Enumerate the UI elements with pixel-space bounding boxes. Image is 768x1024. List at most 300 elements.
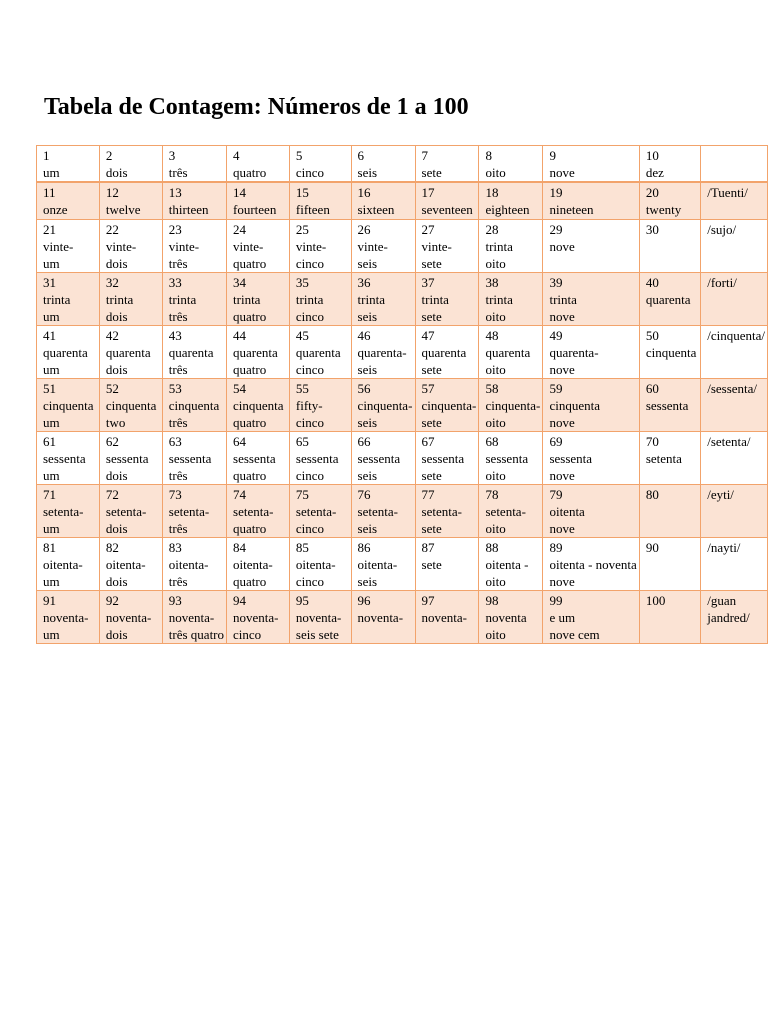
cell-number: 70 <box>645 434 659 449</box>
cell-number: 60 <box>645 381 659 396</box>
cell-word: três <box>168 256 188 271</box>
cell-word: cinquenta- <box>357 398 413 413</box>
cell-word: seventeen <box>421 202 473 217</box>
table-cell <box>162 220 226 273</box>
cell-number: 40 <box>645 275 659 290</box>
cell-word: quatro <box>233 256 267 271</box>
cell-word: noventa- <box>168 610 215 625</box>
cell-number: 96 <box>357 593 371 608</box>
cell-number: 73 <box>168 487 182 502</box>
table-cell <box>162 146 226 183</box>
cell-word: setenta- <box>233 504 274 519</box>
table-cell <box>543 591 639 644</box>
cell-number: 12 <box>105 185 119 200</box>
cell-word: setenta- <box>105 504 147 519</box>
cell-word: dois <box>105 468 128 483</box>
table-cell <box>415 326 479 379</box>
cell-number: 83 <box>168 540 182 555</box>
table-cell <box>162 432 226 485</box>
table-cell <box>351 182 415 220</box>
cell-number: 79 <box>549 487 563 502</box>
cell-word: twelve <box>105 202 141 217</box>
cell-word: noventa- <box>43 610 89 625</box>
table-cell <box>701 591 768 644</box>
table-cell <box>701 485 768 538</box>
cell-number: 69 <box>549 434 563 449</box>
cell-word: nineteen <box>549 202 594 217</box>
table-row <box>37 273 768 326</box>
table-cell <box>639 591 700 644</box>
cell-number: 42 <box>105 328 119 343</box>
cell-word: cinco <box>295 256 325 271</box>
cell-word: trinta <box>357 292 385 307</box>
table-cell <box>543 220 639 273</box>
table-cell <box>37 182 100 220</box>
cell-word: cinco <box>295 165 325 180</box>
cell-number: 14 <box>233 185 247 200</box>
cell-number: 11 <box>43 185 56 200</box>
cell-word: três <box>168 468 188 483</box>
cell-number: /setenta/ <box>707 434 751 449</box>
cell-word: dois <box>105 362 128 377</box>
cell-number: 28 <box>485 222 499 237</box>
cell-number: /Tuenti/ <box>707 185 748 200</box>
cell-word: fourteen <box>233 202 277 217</box>
table-cell <box>289 538 351 591</box>
cell-word: cinco <box>295 309 325 324</box>
cell-number: 46 <box>357 328 371 343</box>
cell-word: quatro <box>233 521 267 536</box>
cell-word: dois <box>105 627 128 642</box>
cell-word: quarenta- <box>357 345 407 360</box>
table-cell <box>639 432 700 485</box>
cell-word: setenta- <box>43 504 84 519</box>
cell-word: nove <box>549 415 575 430</box>
table-cell <box>37 220 100 273</box>
table-cell <box>543 326 639 379</box>
cell-word: três <box>168 362 188 377</box>
cell-word: três <box>168 309 188 324</box>
cell-number: 75 <box>295 487 309 502</box>
cell-word: trinta <box>549 292 577 307</box>
cell-word: trinta <box>43 292 71 307</box>
cell-word: nove cem <box>549 627 600 642</box>
cell-word: oitenta- <box>43 557 83 572</box>
cell-word: onze <box>43 202 68 217</box>
table-cell <box>639 538 700 591</box>
cell-number: 68 <box>485 434 499 449</box>
cell-word: três <box>168 415 188 430</box>
cell-word: um <box>43 165 60 180</box>
table-cell <box>639 182 700 220</box>
cell-word: vinte- <box>43 239 74 254</box>
cell-number: 77 <box>421 487 435 502</box>
table-cell <box>701 220 768 273</box>
table-cell <box>289 379 351 432</box>
cell-word: seis sete <box>295 627 339 642</box>
table-cell <box>227 538 290 591</box>
cell-number: 5 <box>295 148 303 163</box>
cell-word: trinta <box>105 292 134 307</box>
cell-word: cinquenta <box>645 345 697 360</box>
table-cell <box>415 538 479 591</box>
cell-word: trinta <box>421 292 449 307</box>
cell-word: trinta <box>233 292 261 307</box>
cell-number: 47 <box>421 328 435 343</box>
table-cell <box>162 273 226 326</box>
table-cell <box>639 220 700 273</box>
table-cell <box>37 485 100 538</box>
cell-number: 55 <box>295 381 309 396</box>
cell-word: cinco <box>233 627 262 642</box>
cell-word: nove <box>549 468 575 483</box>
cell-word: quarenta- <box>549 345 599 360</box>
table-cell <box>639 485 700 538</box>
cell-number: 71 <box>43 487 56 502</box>
table-cell <box>543 379 639 432</box>
cell-number: 10 <box>645 148 659 163</box>
cell-word: seis <box>357 256 378 271</box>
table-cell <box>701 432 768 485</box>
cell-number: 6 <box>357 148 365 163</box>
cell-word: seis <box>357 521 378 536</box>
cell-word: noventa- <box>421 610 467 625</box>
cell-word: twenty <box>645 202 682 217</box>
cell-word: quarenta <box>105 345 151 360</box>
table-cell <box>639 379 700 432</box>
cell-number: /forti/ <box>707 275 737 290</box>
table-row <box>37 591 768 644</box>
cell-word: oitenta- <box>168 557 209 572</box>
cell-word: oitenta - <box>485 557 529 572</box>
cell-number: 38 <box>485 275 499 290</box>
cell-word: sessenta <box>233 451 276 466</box>
cell-number: 7 <box>421 148 429 163</box>
table-cell <box>479 273 543 326</box>
cell-word: quarenta <box>43 345 88 360</box>
cell-word: oitenta- <box>357 557 398 572</box>
table-cell <box>37 146 100 183</box>
cell-number: 61 <box>43 434 56 449</box>
table-cell <box>351 326 415 379</box>
table-cell <box>415 146 479 183</box>
table-cell <box>162 485 226 538</box>
cell-word: quarenta <box>421 345 467 360</box>
cell-word: oitenta- <box>295 557 336 572</box>
cell-word: e um <box>549 610 576 625</box>
table-cell <box>701 182 768 220</box>
cell-word: um <box>43 468 60 483</box>
table-cell <box>227 432 290 485</box>
table-cell <box>99 220 162 273</box>
cell-word: quatro <box>233 415 267 430</box>
cell-word: trinta <box>295 292 324 307</box>
table-cell <box>479 379 543 432</box>
cell-number: 3 <box>168 148 176 163</box>
cell-number: 45 <box>295 328 309 343</box>
cell-number: 33 <box>168 275 182 290</box>
table-cell <box>351 591 415 644</box>
cell-number: 1 <box>43 148 50 163</box>
cell-number: 13 <box>168 185 182 200</box>
table-cell <box>99 182 162 220</box>
cell-word: quarenta <box>233 345 278 360</box>
cell-word: sessenta <box>549 451 593 466</box>
cell-number: /guan <box>707 593 737 608</box>
cell-word: nove <box>549 362 575 377</box>
table-cell <box>289 273 351 326</box>
table-cell <box>99 326 162 379</box>
cell-number: 99 <box>549 593 563 608</box>
cell-word: dois <box>105 256 128 271</box>
cell-number: 32 <box>105 275 119 290</box>
table-cell <box>227 379 290 432</box>
table-cell <box>37 538 100 591</box>
table-cell <box>479 220 543 273</box>
cell-number: 29 <box>549 222 563 237</box>
cell-number: 57 <box>421 381 435 396</box>
cell-word: cinco <box>295 415 325 430</box>
table-row <box>37 432 768 485</box>
cell-number: 58 <box>485 381 499 396</box>
cell-word: trinta <box>168 292 197 307</box>
cell-word: oito <box>485 468 506 483</box>
cell-number: 50 <box>645 328 659 343</box>
cell-word: setenta- <box>168 504 210 519</box>
cell-number: 21 <box>43 222 56 237</box>
cell-word: quarenta <box>168 345 214 360</box>
cell-word: two <box>105 415 126 430</box>
cell-word: fifteen <box>295 202 330 217</box>
cell-word: oitenta <box>549 504 585 519</box>
cell-number: 89 <box>549 540 563 555</box>
cell-number: 97 <box>421 593 435 608</box>
table-cell <box>289 326 351 379</box>
cell-number: 78 <box>485 487 499 502</box>
cell-word: vinte- <box>105 239 137 254</box>
cell-word: oitenta- <box>105 557 146 572</box>
cell-number: 94 <box>233 593 247 608</box>
table-cell <box>479 146 543 183</box>
cell-word: dois <box>105 165 128 180</box>
cell-word: oito <box>485 362 506 377</box>
table-cell <box>99 538 162 591</box>
cell-word: quarenta <box>645 292 691 307</box>
cell-word: setenta- <box>421 504 462 519</box>
cell-word: oito <box>485 165 506 180</box>
cell-number: 53 <box>168 381 182 396</box>
table-cell <box>351 432 415 485</box>
cell-word: seis <box>357 574 378 589</box>
cell-number: 74 <box>233 487 247 502</box>
table-cell <box>99 432 162 485</box>
table-cell <box>639 326 700 379</box>
cell-number: 98 <box>485 593 499 608</box>
table-cell <box>162 538 226 591</box>
cell-number: 67 <box>421 434 435 449</box>
cell-word: seis <box>357 362 378 377</box>
table-cell <box>701 379 768 432</box>
cell-word: setenta- <box>485 504 526 519</box>
table-cell <box>415 432 479 485</box>
table-cell <box>351 379 415 432</box>
table-cell <box>351 485 415 538</box>
cell-word: vinte- <box>295 239 327 254</box>
table-cell <box>351 273 415 326</box>
table-cell <box>162 326 226 379</box>
cell-word: sete <box>421 521 442 536</box>
cell-number: 85 <box>295 540 309 555</box>
cell-word: cinquenta <box>549 398 600 413</box>
cell-word: sete <box>421 165 442 180</box>
table-cell <box>415 220 479 273</box>
cell-word: vinte- <box>168 239 200 254</box>
cell-word: quatro <box>233 362 267 377</box>
page-title: Tabela de Contagem: Números de 1 a 100 <box>44 94 469 120</box>
cell-word: sessenta <box>295 451 339 466</box>
cell-word: sixteen <box>357 202 395 217</box>
cell-word: sete <box>421 468 442 483</box>
table-cell <box>415 591 479 644</box>
cell-word: noventa- <box>357 610 404 625</box>
table-cell <box>351 538 415 591</box>
cell-word: noventa <box>485 610 527 625</box>
cell-word: vinte- <box>421 239 452 254</box>
cell-word: um <box>43 521 60 536</box>
cell-number: 66 <box>357 434 371 449</box>
cell-number: 4 <box>233 148 240 163</box>
cell-word: trinta <box>485 239 513 254</box>
cell-number: 19 <box>549 185 563 200</box>
cell-word: quatro <box>233 468 267 483</box>
cell-word: seis <box>357 415 378 430</box>
cell-number: 62 <box>105 434 119 449</box>
cell-word: cinco <box>295 574 325 589</box>
cell-number: 90 <box>645 540 659 555</box>
table-row <box>37 326 768 379</box>
cell-word: thirteen <box>168 202 209 217</box>
table-cell <box>701 146 768 183</box>
cell-number: 91 <box>43 593 56 608</box>
table-cell <box>37 591 100 644</box>
cell-word: oito <box>485 574 506 589</box>
cell-number: 64 <box>233 434 247 449</box>
table-cell <box>543 146 639 183</box>
cell-number: 18 <box>485 185 499 200</box>
table-cell <box>351 220 415 273</box>
cell-number: 36 <box>357 275 371 290</box>
cell-number: 15 <box>295 185 309 200</box>
cell-word: noventa- <box>295 610 342 625</box>
cell-word: vinte- <box>233 239 264 254</box>
cell-word: cinquenta <box>168 398 220 413</box>
cell-word: sessenta <box>485 451 529 466</box>
table-cell <box>37 432 100 485</box>
cell-number: 59 <box>549 381 563 396</box>
table-cell <box>227 182 290 220</box>
table-cell <box>289 220 351 273</box>
cell-word: quatro <box>233 309 267 324</box>
cell-word: sessenta <box>43 451 86 466</box>
table-cell <box>289 485 351 538</box>
cell-word: cinquenta <box>233 398 284 413</box>
cell-word: setenta- <box>357 504 398 519</box>
cell-word: um <box>43 256 60 271</box>
table-row <box>37 182 768 220</box>
table-cell <box>543 182 639 220</box>
cell-word: quatro <box>233 574 267 589</box>
cell-number: /nayti/ <box>707 540 741 555</box>
cell-number: 87 <box>421 540 435 555</box>
table-cell <box>289 146 351 183</box>
cell-word: dois <box>105 574 128 589</box>
cell-number: 88 <box>485 540 499 555</box>
cell-number: 34 <box>233 275 247 290</box>
cell-word: oitenta - noventa <box>549 557 637 572</box>
cell-number: 41 <box>43 328 56 343</box>
cell-number: 52 <box>105 381 119 396</box>
cell-number: 82 <box>105 540 119 555</box>
table-cell <box>227 591 290 644</box>
cell-word: eighteen <box>485 202 530 217</box>
cell-number: 51 <box>43 381 56 396</box>
table-cell <box>99 379 162 432</box>
cell-word: oito <box>485 309 506 324</box>
table-cell <box>227 485 290 538</box>
table-cell <box>351 146 415 183</box>
cell-word: sete <box>421 557 442 572</box>
table-cell <box>701 273 768 326</box>
table-cell <box>479 432 543 485</box>
cell-number: 43 <box>168 328 182 343</box>
cell-word: trinta <box>485 292 513 307</box>
table-cell <box>99 485 162 538</box>
table-cell <box>37 326 100 379</box>
cell-number: 81 <box>43 540 56 555</box>
counting-table <box>36 145 768 644</box>
table-cell <box>701 326 768 379</box>
cell-word: oito <box>485 521 506 536</box>
table-cell <box>639 273 700 326</box>
cell-number: 30 <box>645 222 659 237</box>
table-row <box>37 379 768 432</box>
cell-word: cinquenta <box>43 398 94 413</box>
table-cell <box>479 538 543 591</box>
cell-number: /sujo/ <box>707 222 737 237</box>
cell-word: oitenta- <box>233 557 273 572</box>
table-cell <box>227 273 290 326</box>
table-cell <box>99 591 162 644</box>
cell-word: cinco <box>295 521 325 536</box>
table-cell <box>415 485 479 538</box>
cell-number: 22 <box>105 222 119 237</box>
cell-word: cinco <box>295 362 325 377</box>
cell-word: três <box>168 165 188 180</box>
cell-word: sessenta <box>645 398 689 413</box>
cell-word: oito <box>485 627 506 642</box>
cell-word: fifty- <box>295 398 323 413</box>
cell-word: sessenta <box>105 451 149 466</box>
cell-number: 56 <box>357 381 371 396</box>
cell-word: sete <box>421 256 442 271</box>
cell-word: cinco <box>295 468 325 483</box>
table-cell <box>162 379 226 432</box>
cell-word: quarenta <box>295 345 341 360</box>
cell-word: seis <box>357 165 378 180</box>
table-cell <box>162 182 226 220</box>
cell-number: /cinquenta/ <box>707 328 765 343</box>
table-cell <box>227 220 290 273</box>
